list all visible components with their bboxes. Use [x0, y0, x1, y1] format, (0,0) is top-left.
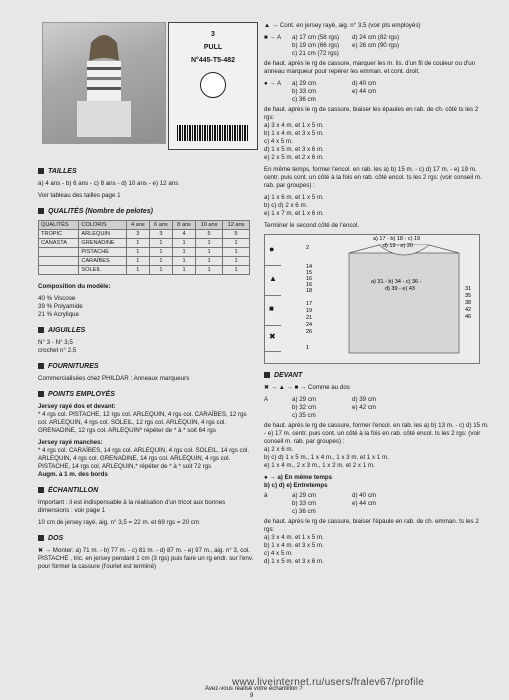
svg-text:24: 24 [306, 322, 313, 328]
square-bullet-icon [38, 168, 44, 174]
yarn-table [38, 220, 250, 275]
section-heading-aiguilles: AIGUILLES [38, 327, 254, 335]
instruction-text: de haut. après le rg de cassure, biaiser les épaules en rab. de ch. côté ts les 2 rgs: [264, 106, 479, 121]
svg-text:14: 14 [306, 264, 313, 270]
sizes-line: a) 4 ans - b) 6 ans - c) 8 ans - d) 10 ans - e) 12 ans [38, 180, 179, 187]
girl-illustration [73, 31, 135, 139]
svg-text:46: 46 [465, 314, 472, 320]
svg-text:26: 26 [306, 329, 313, 335]
svg-text:15: 15 [306, 270, 313, 276]
section-heading-qualites: QUALITÉS (Nombre de pelotes) [38, 208, 254, 216]
schema-drawing [281, 235, 477, 361]
pattern-reference: N°445-T5-482 [190, 57, 236, 64]
square-bullet-icon [38, 535, 44, 541]
svg-text:17: 17 [306, 301, 313, 307]
instruction-text: de haut. après le rg de cassure, biaiser l'épaule en rab. de ch. emman. ts les 2 rgs: [264, 518, 479, 533]
composition-title: Composition du modèle: [38, 283, 111, 290]
svg-text:31: 31 [465, 286, 472, 292]
instruction-text: de haut. après le rg de cassure, marquer les m. lis. d'un fil de couleur ou d'un anneau marqueur pour repérer les emman. et cont. droit. [264, 60, 476, 75]
square-bullet-icon [38, 363, 44, 369]
back-instructions: ✖ → Monter: a) 71 m. - b) 77 m. - c) 81 m. - d) 87 m. - e) 97 m., aig. n° 3, col. PISTACHE , tric. en jersey pendant 1 cm (3 rgs) puis faire un rg endr. sur l'env. pour former la cassure (l'ourlet est terminé) [38, 547, 254, 570]
svg-text:1: 1 [306, 345, 310, 351]
schema-label-width: a) 31 - b) 34 - c) 36 - [371, 279, 422, 285]
table-row: PISTACHE 1 1 1 1 1 [39, 248, 250, 257]
circle-icon: ● [269, 244, 275, 254]
stitch-note: Augm. à 1 m. des bords [38, 471, 108, 478]
section-heading-points: POINTS EMPLOYÉS [38, 391, 254, 399]
schema-label-top: a) 17 - b) 18 - c) 19 [373, 236, 421, 242]
instruction-text: ▲ → Cont. en jersey rayé, aig. n° 3,5 (voir pts employés) [264, 22, 421, 29]
pattern-badge [168, 22, 258, 150]
section-heading-echantillon: ÉCHANTILLON [38, 487, 254, 495]
supplies-line: Commercialisées chez PHILDAR : Anneaux marqueurs [38, 375, 190, 382]
schema-label-top: d) 19 - e) 20 [383, 243, 413, 249]
table-row: SOLEIL 1 1 1 1 1 [39, 266, 250, 275]
square-bullet-icon [38, 487, 44, 493]
svg-text:35: 35 [465, 293, 472, 299]
section-heading-tailles: TAILLES [38, 168, 254, 176]
sizes-note: Voir tableau des tailles page 1 [38, 192, 121, 199]
measurement-block: à a) 29 cm d) 40 cm b) 33 cm e) 44 cm c) 36 cm [264, 492, 377, 515]
garment-schema-diagram [264, 234, 480, 364]
cross-icon: ✖ [269, 332, 276, 341]
composition-line: 40 % Viscose [38, 295, 76, 302]
gauge-line: 10 cm de jersey rayé, aig. n° 3,5 = 22 m. et 69 rgs = 20 cm [38, 519, 200, 526]
instruction-text: Terminer le second côté de l'encol. [264, 222, 360, 229]
svg-text:16: 16 [306, 282, 313, 288]
triangle-icon: ▲ [269, 274, 277, 283]
square-bullet-icon [38, 208, 44, 214]
table-header-row: QUALITÉS COLORIS 4 ans 6 ans 8 ans 10 ans 12 ans [39, 221, 250, 230]
schema-label-width: d) 39 - e) 43 [385, 286, 415, 292]
right-column: ▲ → Cont. en jersey rayé, aig. n° 3,5 (voir pts employés) ■ → A a) 17 cm (58 rgs) d) 24 cm (82 rgs) b) 19 cm (66 rgs) e) 26 cm (90 rgs) c) 21 cm (72 rgs) de haut. après le rg de cassure, marquer les m. lis. d'un fil de couleur ou d'un anneau marqueur pour repérer les emman. et cont. droit. ● → A a) 29 cm d) 40 cm b) 33 cm e) 44 cm c) 36 cm de haut. après le rg de cassure, biaiser les épaules en rab. de ch. côté ts les 2 rgs: a) 3 x 4 m. et 1 x 5 m. b) 1 x 4 m. et 3 x 5 m. c) 4 x 5 m. d) 1 x 5 m. et 3 x 6 m. e) 2 x 5 m. et 2 x 6 m. En même temps, former l'encol. en rab. les a) b) 15 m. - c) d) 17 m. - e) 19 m. centr. puis cont. un côté à la fois en rab. côté encol. ts les 2 rgs: (voir conseil m. rab. par groupes) : a) 1 x 6 m. et 1 x 5 m. b) c) d) 2 x 6 m. e) 1 x 7 m. et 1 x 6 m. Terminer le second côté de l'encol. ● ▲ ■ ✖ a) 17 - b) 18 - c) 19 d) 19 - e) 20 a) 31 - b) 34 - c) 36 - d) 39 - e) 43 2 14 15 16 16 18 17 19 21 24 26 1 31 35 38 42 46 DEVANT ✖ → ▲ → ■ → Comme au dos A a) 29 cm d) 39 cm b) 32 cm e) 42 cm c) 35 cm de haut. après le rg de cassure, former l'encol. en rab. les a) b) 13 m. - c) d) 15 m. - e) 17 m. centr. puis cont. un côté à la fois en rab. côté encol. ts les 2 rgs: (voir conseil m. rab. par groupes) : a) 2 x 6 m. b) c) d) 1 x 5 m., 1 x 4 m., 1 x 3 m. et 1 x 1 m. e) 1 x 4 m., 2 x 3 m., 1 x 2 m. et 2 x 1 m. ● → a) En même temps b) c) d) e) Entretemps à a) 29 cm d) 40 cm b) 33 cm e) 44 cm c) 36 cm de haut. après le rg de cassure, biaiser l'épaule en rab. de ch. emman. ts les 2 rgs: a) 3 x 4 m. et 1 x 5 m. b) 1 x 4 m. et 3 x 5 m. c) 4 x 5 m. d) 1 x 5 m. et 3 x 6 m. [264, 22, 489, 565]
stitch-text: * 4 rgs col. PISTACHE, 12 rgs col. ARLEQUIN, 4 rgs col. CARAÏBES, 12 rgs col. ARLEQUIN, 4 rgs col. SOLEIL, 12 rgs col. ARLEQUIN, 4 rgs col. GRENADINE, 12 rgs col. ARLEQUIN* répéter de * à * soit 64 rgs [38, 411, 247, 434]
needles-line: N° 3 - N° 3,5 [38, 339, 73, 346]
footer-question: Avez-vous réalisé votre échantillon ? [205, 686, 303, 692]
svg-text:38: 38 [465, 300, 472, 306]
section-heading-devant: DEVANT [264, 372, 490, 380]
svg-text:2: 2 [306, 245, 310, 251]
yarn-logo-icon [200, 72, 226, 98]
svg-text:42: 42 [465, 307, 472, 313]
instruction-text: En même temps, former l'encol. en rab. les a) b) 15 m. - c) d) 17 m. - e) 19 m. centr. puis cont. un côté à la fois en rab. côté encol. ts les 2 rgs: (voir conseil m. rab. par groupes) : [264, 166, 482, 189]
measurement-block: A a) 29 cm d) 39 cm b) 32 cm e) 42 cm c) 35 cm [264, 396, 377, 419]
table-row: CARAÏBES 1 1 1 1 1 [39, 257, 250, 266]
measurement-block: ● → A a) 29 cm d) 40 cm b) 33 cm e) 44 cm c) 36 cm [264, 80, 377, 103]
svg-text:18: 18 [306, 288, 313, 294]
watermark-url: www.liveinternet.ru/users/fralev67/profile [232, 677, 425, 688]
pattern-number: 3 [211, 31, 215, 38]
square-bullet-icon [38, 391, 44, 397]
stitch-title: Jersey rayé dos et devant: [38, 403, 116, 410]
measurement-block: ■ → A a) 17 cm (58 rgs) d) 24 cm (82 rgs) b) 19 cm (66 rgs) e) 26 cm (90 rgs) c) 21 cm (72 rgs) [264, 34, 400, 57]
square-bullet-icon [264, 372, 270, 378]
stitch-text: * 4 rgs col. CARAÏBES, 14 rgs col. ARLEQUIN, 4 rgs col. SOLEIL, 14 rgs col. ARLEQUIN, 4 rgs col. GRENADINE, 14 rgs col. ARLEQUIN, 4 rgs col. PISTACHE, 14 rgs col. ARLEQUIN,* répéter de * à * soit 72 rgs [38, 447, 250, 470]
section-heading-fournitures: FOURNITURES [38, 363, 254, 371]
table-row: TROPIC ARLEQUIN 3 3 4 5 5 [39, 230, 250, 239]
page-number: 9 [250, 693, 254, 699]
instruction-text: ✖ → ▲ → ■ → Comme au dos [264, 384, 350, 391]
square-bullet-icon [38, 327, 44, 333]
svg-text:21: 21 [306, 315, 313, 321]
crochet-line: crochet n° 2,5 [38, 347, 77, 354]
composition-line: 39 % Polyamide [38, 303, 83, 310]
composition-line: 21 % Acrylique [38, 311, 79, 318]
svg-text:19: 19 [306, 308, 313, 314]
table-row: CANASTA GRENADINE 1 1 1 1 1 [39, 239, 250, 248]
svg-text:16: 16 [306, 276, 313, 282]
left-column [38, 160, 254, 575]
barcode [177, 125, 249, 141]
stitch-title: Jersey rayé manches: [38, 439, 103, 446]
gauge-important: Important : il est indispensable à la réalisation d'un tricot aux bonnes dimensions : voir page 1 [38, 499, 226, 514]
section-heading-dos: DOS [38, 535, 254, 543]
square-icon: ■ [269, 304, 274, 313]
model-photo [42, 22, 166, 144]
instruction-text: de haut. après le rg de cassure, former l'encol. en rab. les a) b) 13 m. - c) d) 15 m. - e) 17 m. centr. puis cont. un côté à la fois en rab. côté encol. ts les 2 rgs: (voir conseil m. rab. par groupes) : [264, 422, 489, 445]
pattern-title: PULL [203, 44, 223, 51]
